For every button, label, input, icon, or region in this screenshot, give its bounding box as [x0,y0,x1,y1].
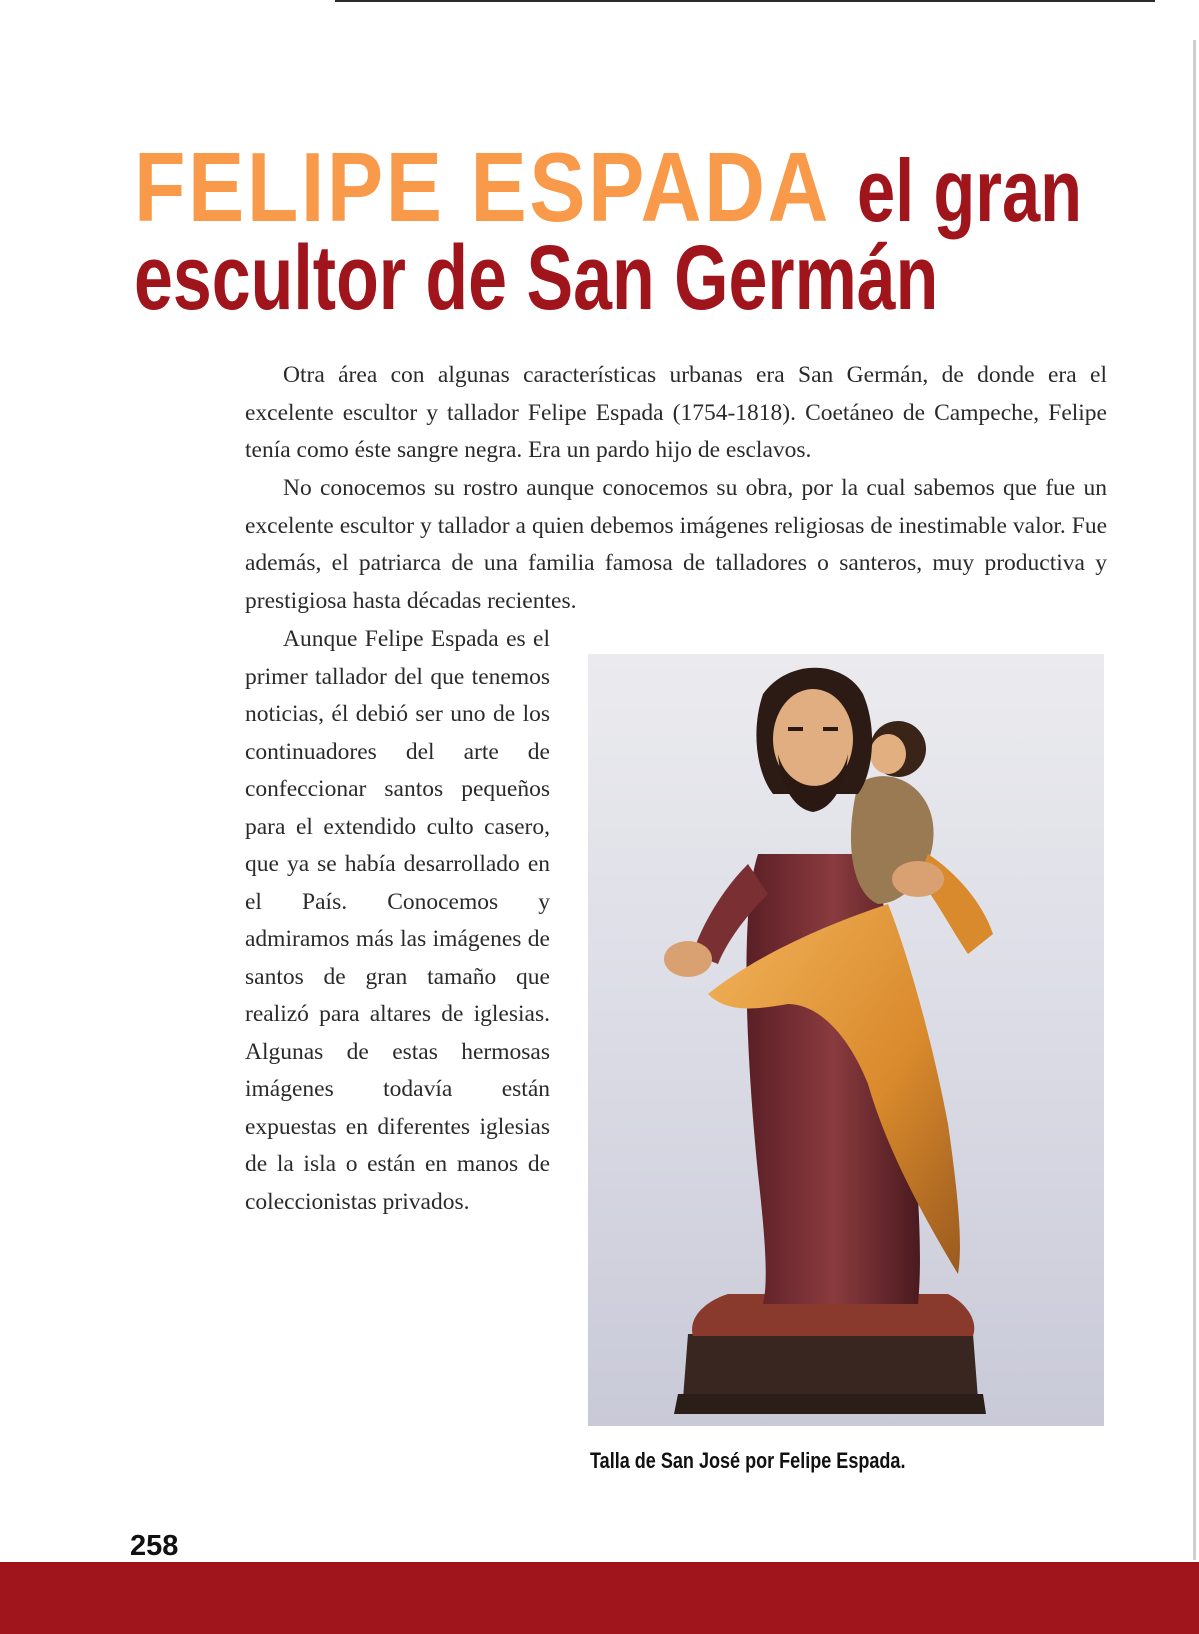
title-line-1 [134,132,1134,242]
paragraph-1: Otra área con algunas características urbanas era San Germán, de donde era el excelente escultor y tallador Felipe Espada (1754-1818). Coetáneo de Campeche, Felipe tenía como éste sangre negra. Era un pardo hijo de esclavos. [245,362,1107,463]
title-name: FELIPE ESPADA [134,132,831,242]
footer-band [0,1562,1199,1634]
title-tail: el gran [856,141,1082,240]
title-line-2: escultor de San Germán [134,227,939,329]
page-edge [1193,40,1196,1560]
paragraph-3: Aunque Felipe Espada es el primer tallador del que tenemos noticias, él debió ser uno de los continuadores del arte de confeccionar santos pequeños para el extendido culto casero, que ya se había desarrollado en el País. Conocemos y admiramos más las imágenes de santos de gran tamaño que realizó para altares de iglesias. Algunas de estas hermosas imágenes todavía están expuestas en diferentes iglesias de la isla o están en manos de coleccionistas privados. [245,626,550,1215]
saint-joseph-statue-photo [588,654,1104,1426]
statue-base [683,1334,978,1399]
paragraph-2: No conocemos su rostro aunque conocemos su obra, por la cual sabemos que fue un excelente escultor y tallador a quien debemos imágenes religiosas de inestimable valor. Fue además, el patriarca de una familia famosa de talladores o santeros, muy productiva y prestigiosa hasta décadas recientes. [245,475,1107,614]
statue-right-hand [892,861,944,897]
photo-caption: Talla de San José por Felipe Espada. [590,1448,906,1473]
page-title [134,132,1134,329]
statue-left-hand [664,941,712,977]
statue-illustration [588,654,1104,1426]
page-number: 258 [130,1530,179,1562]
top-rule [335,0,1155,2]
